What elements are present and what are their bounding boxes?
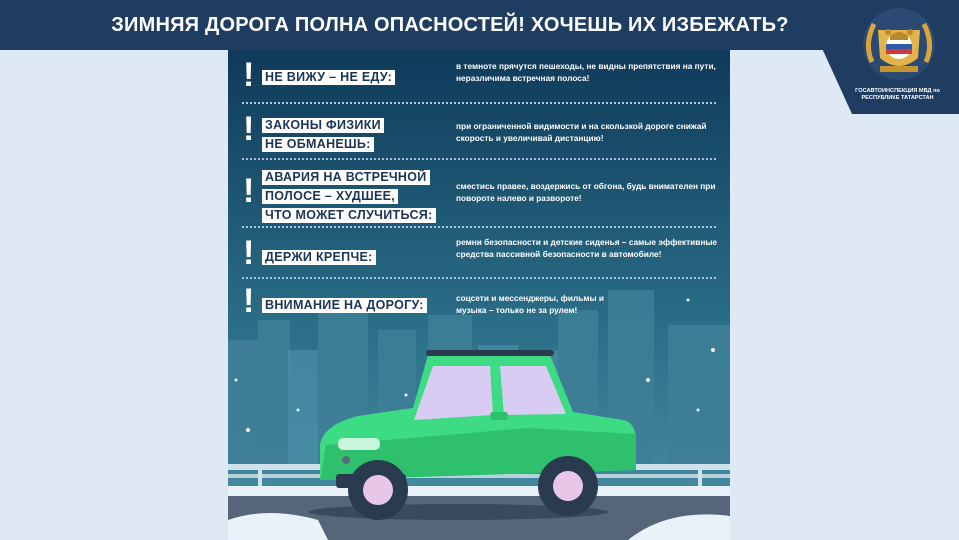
item-advice: соцсети и мессенджеры, фильмы и музыка – только не за рулем! (456, 293, 604, 315)
gai-emblem-icon (863, 8, 935, 80)
separator (242, 158, 716, 160)
item-heading (262, 116, 452, 154)
item-advice: сместись правее, воздержись от обгона, будь внимателен при повороте налево и развороте! (456, 181, 716, 203)
exclamation-icon: ! (243, 56, 255, 94)
item-advice: при ограниченной видимости и на скользкой дороге снижай скорость и увеличивай дистанцию! (456, 121, 707, 143)
exclamation-icon: ! (243, 282, 255, 320)
heading-line: АВАРИЯ НА ВСТРЕЧНОЙ (262, 170, 430, 185)
slide-title: ЗИМНЯЯ ДОРОГА ПОЛНА ОПАСНОСТЕЙ! ХОЧЕШЬ ИХ ИЗБЕЖАТЬ? (111, 14, 789, 36)
heading-line: ЗАКОНЫ ФИЗИКИ (262, 118, 384, 133)
item-heading (262, 296, 452, 315)
item-advice: ремни безопасности и детские сиденья – самые эффективные средства пассивной безопасности в автомобиле! (456, 237, 718, 259)
separator (242, 102, 716, 104)
heading-line: ДЕРЖИ КРЕПЧЕ: (262, 250, 376, 265)
item-advice: в темноте прячутся пешеходы, не видны препятствия на пути, неразличима встречная полоса! (456, 61, 716, 83)
item-heading (262, 168, 452, 225)
exclamation-icon: ! (243, 110, 255, 148)
heading-line: ЧТО МОЖЕТ СЛУЧИТЬСЯ: (262, 208, 436, 223)
exclamation-icon: ! (243, 172, 255, 210)
heading-line: ВНИМАНИЕ НА ДОРОГУ: (262, 298, 427, 313)
heading-line: ПОЛОСЕ – ХУДШЕЕ, (262, 189, 398, 204)
heading-line: НЕ ОБМАНЕШЬ: (262, 137, 374, 152)
item-heading (262, 68, 452, 87)
safety-poster (228, 50, 730, 540)
exclamation-icon: ! (243, 234, 255, 272)
heading-line: НЕ ВИЖУ – НЕ ЕДУ: (262, 70, 395, 85)
emblem-caption: ГОСАВТОИНСПЕКЦИЯ МВД по РЕСПУБЛИКЕ ТАТАРСТАН (855, 88, 940, 101)
separator (242, 226, 716, 228)
item-heading (262, 248, 452, 267)
separator (242, 277, 716, 279)
